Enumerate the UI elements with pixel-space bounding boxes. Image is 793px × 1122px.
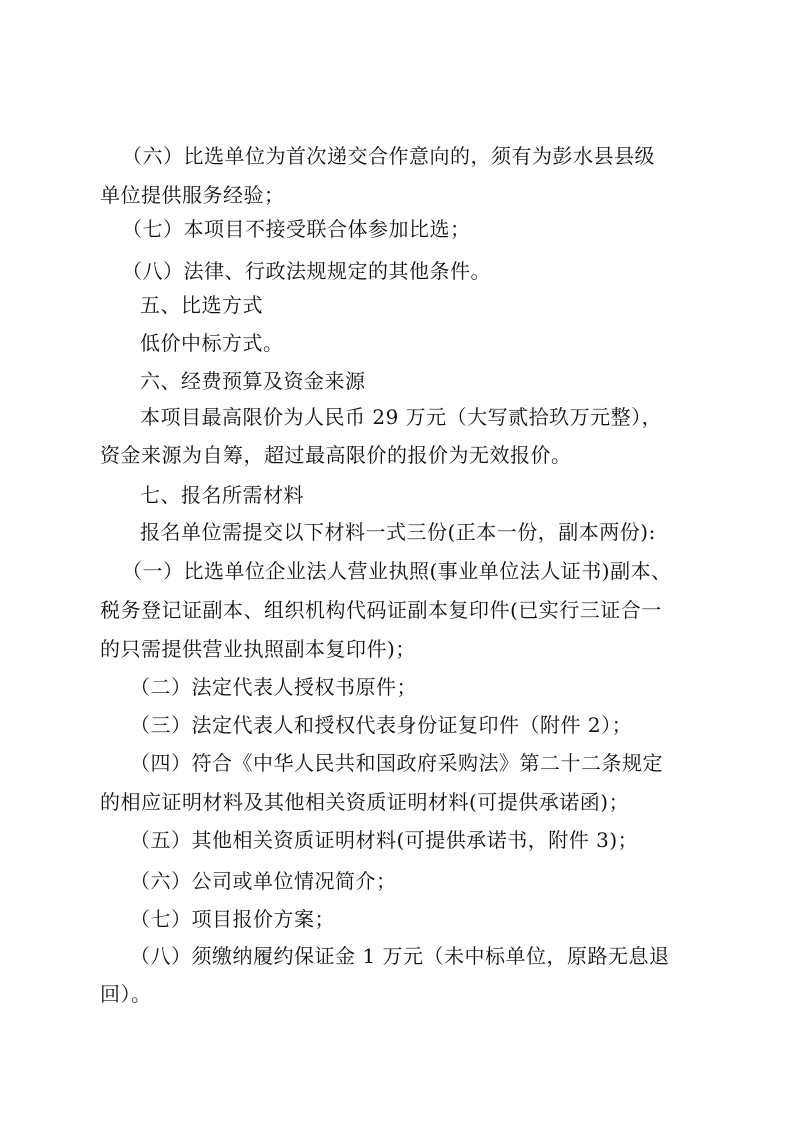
text-line: （六）比选单位为首次递交合作意向的，须有为彭水县县级	[122, 144, 655, 168]
text-line: 税务登记证副本、组织机构代码证副本复印件(已实行三证合一	[100, 598, 662, 622]
text-line: （二）法定代表人授权书原件；	[130, 675, 417, 699]
text-line: 的只需提供营业执照副本复印件)；	[100, 637, 416, 661]
text-line: 报名单位需提交以下材料一式三份(正本一份，副本两份):	[140, 520, 656, 544]
text-line: 的相应证明材料及其他相关资质证明材料(可提供承诺函)；	[100, 790, 630, 814]
section-heading: 六、经费预算及资金来源	[140, 369, 366, 393]
text-line: 低价中标方式。	[140, 331, 284, 355]
section-heading: 七、报名所需材料	[140, 483, 304, 507]
text-line: （八）须缴纳履约保证金 1 万元（未中标单位，原路无息退	[130, 944, 670, 968]
text-line: （五）其他相关资质证明材料(可提供承诺书，附件 3)；	[130, 828, 639, 852]
text-line: （七）项目报价方案；	[130, 907, 335, 931]
text-line: （四）符合《中华人民共和国政府采购法》第二十二条规定	[130, 751, 663, 775]
text-line: 单位提供服务经验；	[100, 183, 285, 207]
text-line: （八）法律、行政法规规定的其他条件。	[122, 259, 491, 283]
section-heading: 五、比选方式	[140, 293, 263, 317]
text-line: （一）比选单位企业法人营业执照(事业单位法人证书)副本、	[122, 559, 672, 583]
text-line: （三）法定代表人和授权代表身份证复印件（附件 2）；	[130, 713, 633, 737]
text-line: 本项目最高限价为人民币 29 万元（大写贰拾玖万元整），	[140, 405, 663, 429]
text-line: （六）公司或单位情况简介；	[130, 869, 397, 893]
text-line: 回）。	[100, 982, 152, 1006]
text-line: （七）本项目不接受联合体参加比选；	[122, 217, 471, 241]
text-line: 资金来源为自筹，超过最高限价的报价为无效报价。	[100, 443, 572, 467]
